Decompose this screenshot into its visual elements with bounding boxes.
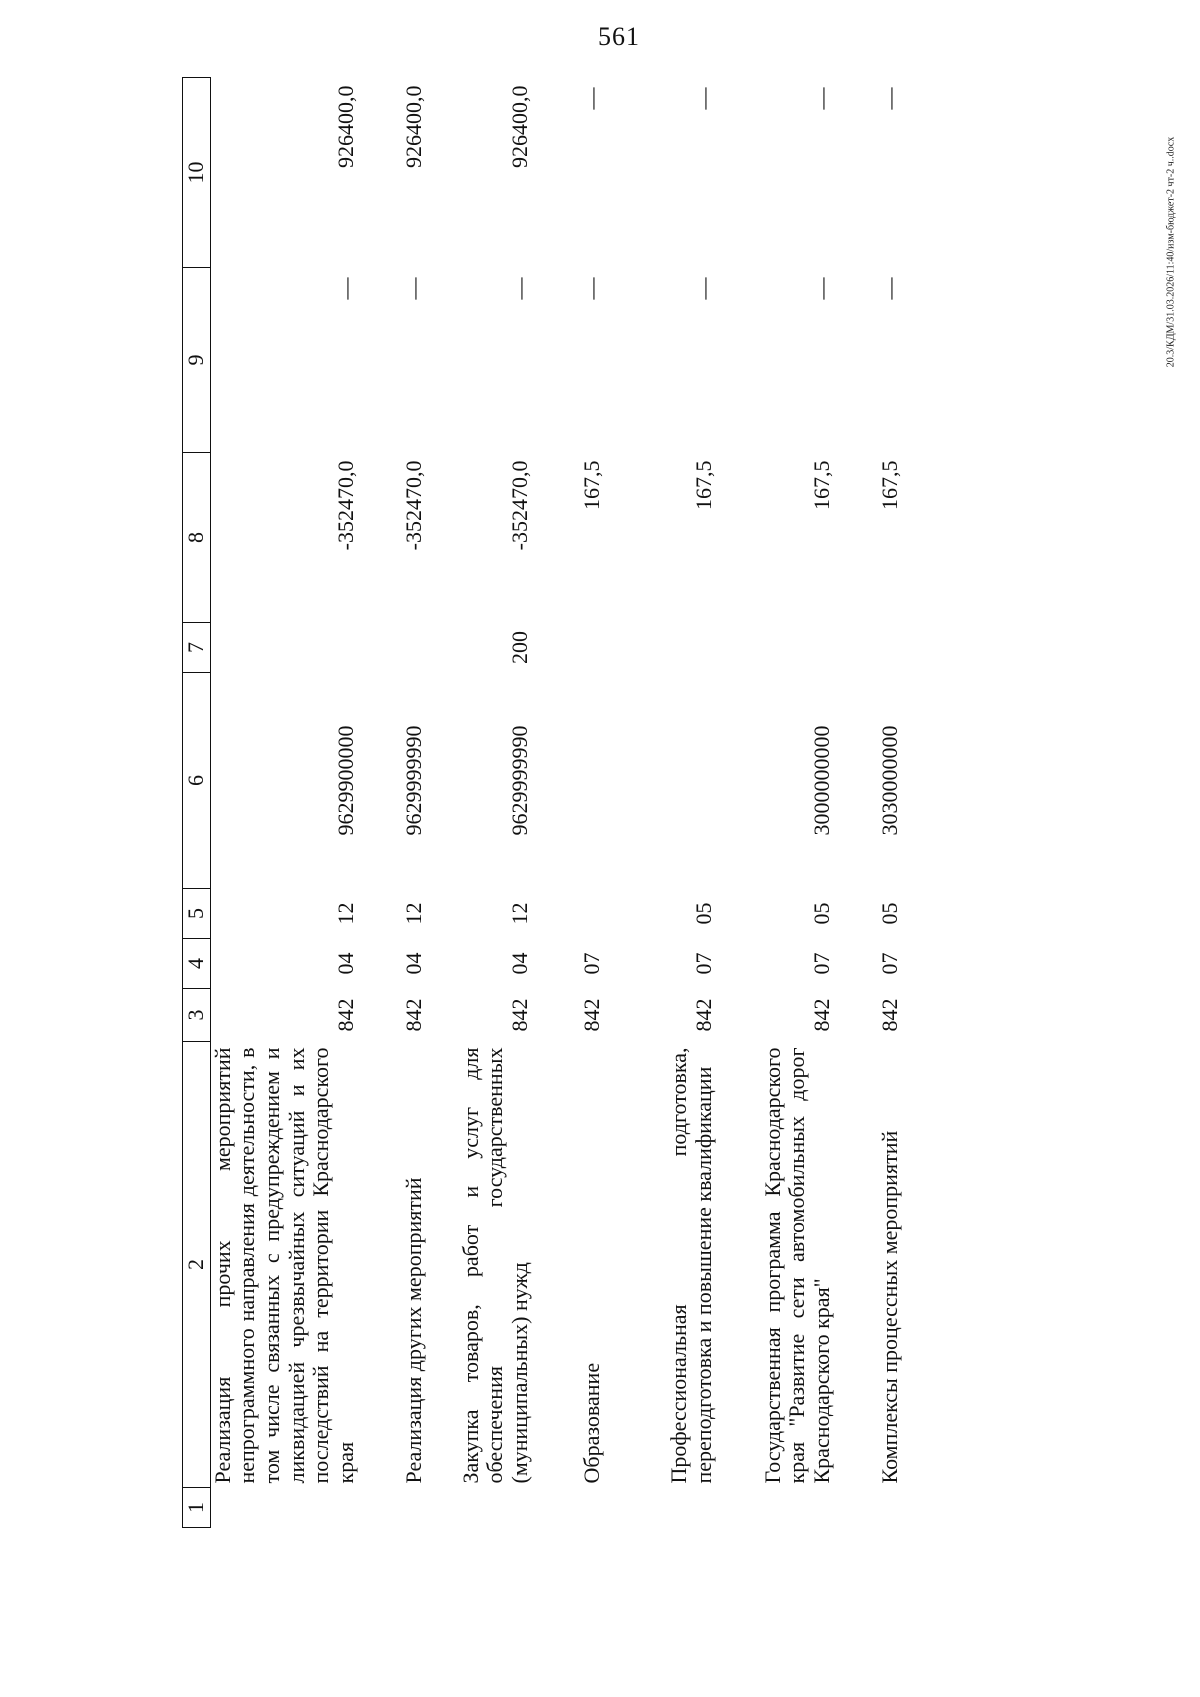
row-number-cell bbox=[532, 1488, 604, 1528]
amount-col-9: — bbox=[808, 277, 834, 300]
admin-code: 842 bbox=[332, 998, 358, 1032]
column-header: 9 bbox=[183, 268, 211, 453]
table-row bbox=[358, 78, 426, 1528]
amount-col-8: -352470,0 bbox=[332, 460, 358, 551]
subsection-code: 05 bbox=[690, 902, 716, 925]
amount-col-8: 167,5 bbox=[690, 460, 716, 510]
amount-col-9: — bbox=[400, 277, 426, 300]
amount-col-10: — bbox=[876, 87, 902, 110]
expense-type bbox=[604, 623, 716, 673]
admin-code: 842 bbox=[578, 998, 604, 1032]
amount-col-8: -352470,0 bbox=[400, 460, 426, 551]
table-row bbox=[716, 78, 834, 1528]
amount-col-8: 167,5 bbox=[808, 460, 834, 510]
budget-table bbox=[182, 77, 902, 1528]
column-header: 7 bbox=[183, 623, 211, 673]
target-article bbox=[604, 673, 716, 889]
amount-col-10: 926400,0 bbox=[332, 85, 358, 168]
item-name: Государственная программа Краснодарского края "Развитие сети автомобильных дорог Краснодарского края" bbox=[759, 1047, 834, 1484]
target-article: 9629900000 bbox=[332, 725, 358, 836]
column-header: 4 bbox=[183, 939, 211, 989]
row-number-cell bbox=[426, 1488, 532, 1528]
amount-col-10: 926400,0 bbox=[400, 85, 426, 168]
amount-col-10: — bbox=[578, 87, 604, 110]
item-name: Реализация прочих мероприятий непрограммного направления деятельности, в том числе связанных с предупреждением и ликвидацией чрезвычайных ситуаций и их последствий на территории Краснодарского края bbox=[209, 1047, 358, 1484]
section-code: 07 bbox=[690, 952, 716, 975]
item-name: Образование bbox=[578, 1362, 604, 1484]
admin-code: 842 bbox=[690, 998, 716, 1032]
admin-code: 842 bbox=[400, 998, 426, 1032]
section-code: 07 bbox=[808, 952, 834, 975]
header-row bbox=[183, 78, 211, 1528]
target-article bbox=[532, 673, 604, 889]
expense-type bbox=[716, 623, 834, 673]
table-row bbox=[532, 78, 604, 1528]
row-number-cell bbox=[716, 1488, 834, 1528]
amount-col-10: — bbox=[690, 87, 716, 110]
row-number-cell bbox=[210, 1488, 358, 1528]
target-article: 3030000000 bbox=[876, 725, 902, 836]
section-code: 07 bbox=[578, 952, 604, 975]
subsection-code: 12 bbox=[400, 902, 426, 925]
row-number-cell bbox=[604, 1488, 716, 1528]
section-code: 04 bbox=[332, 952, 358, 975]
expense-type bbox=[210, 623, 358, 673]
amount-col-9: — bbox=[876, 277, 902, 300]
column-header: 5 bbox=[183, 889, 211, 939]
amount-col-8: -352470,0 bbox=[506, 460, 532, 551]
subsection-code: 05 bbox=[808, 902, 834, 925]
table-row bbox=[210, 78, 358, 1528]
subsection-code: 05 bbox=[876, 902, 902, 925]
amount-col-9: — bbox=[506, 277, 532, 300]
subsection-code bbox=[532, 889, 604, 939]
column-header: 10 bbox=[183, 78, 211, 268]
page-number: 561 bbox=[598, 22, 640, 51]
amount-col-9: — bbox=[690, 277, 716, 300]
expense-type bbox=[358, 623, 426, 673]
admin-code: 842 bbox=[808, 998, 834, 1032]
row-number-cell bbox=[358, 1488, 426, 1528]
column-header: 6 bbox=[183, 673, 211, 889]
table-row bbox=[834, 78, 902, 1528]
target-article: 9629999990 bbox=[506, 725, 532, 836]
admin-code: 842 bbox=[876, 998, 902, 1032]
subsection-code: 12 bbox=[332, 902, 358, 925]
table-row bbox=[604, 78, 716, 1528]
amount-col-9: — bbox=[578, 277, 604, 300]
amount-col-8: 167,5 bbox=[876, 460, 902, 510]
section-code: 04 bbox=[506, 952, 532, 975]
admin-code: 842 bbox=[506, 998, 532, 1032]
item-name: Закупка товаров, работ и услуг для обеспечения государственных (муниципальных) нужд bbox=[457, 1047, 532, 1484]
column-header: 1 bbox=[183, 1488, 211, 1528]
item-name: Реализация других мероприятий bbox=[400, 1177, 426, 1484]
amount-col-9: — bbox=[332, 277, 358, 300]
expense-type: 200 bbox=[506, 631, 532, 664]
column-header: 3 bbox=[183, 989, 211, 1042]
section-code: 04 bbox=[400, 952, 426, 975]
target-article: 3000000000 bbox=[808, 725, 834, 836]
document-code-text: 20.3/КДМ/31.03.2026/11:40/изм-бюджет-2 чт-2 ч..docx bbox=[1165, 136, 1177, 368]
document-code bbox=[1160, 82, 1182, 422]
amount-col-8: 167,5 bbox=[578, 460, 604, 510]
row-number-cell bbox=[834, 1488, 902, 1528]
column-header: 2 bbox=[183, 1042, 211, 1488]
column-header: 8 bbox=[183, 453, 211, 623]
item-name: Комплексы процессных мероприятий bbox=[876, 1130, 902, 1484]
item-name: Профессиональная подготовка, переподготовка и повышение квалификации bbox=[666, 1047, 716, 1484]
expense-type bbox=[834, 623, 902, 673]
target-article: 9629999990 bbox=[400, 725, 426, 836]
expense-type bbox=[532, 623, 604, 673]
budget-table-container bbox=[182, 78, 1052, 1528]
table-row bbox=[426, 78, 532, 1528]
section-code: 07 bbox=[876, 952, 902, 975]
amount-col-10: 926400,0 bbox=[506, 85, 532, 168]
amount-col-10: — bbox=[808, 87, 834, 110]
subsection-code: 12 bbox=[506, 902, 532, 925]
